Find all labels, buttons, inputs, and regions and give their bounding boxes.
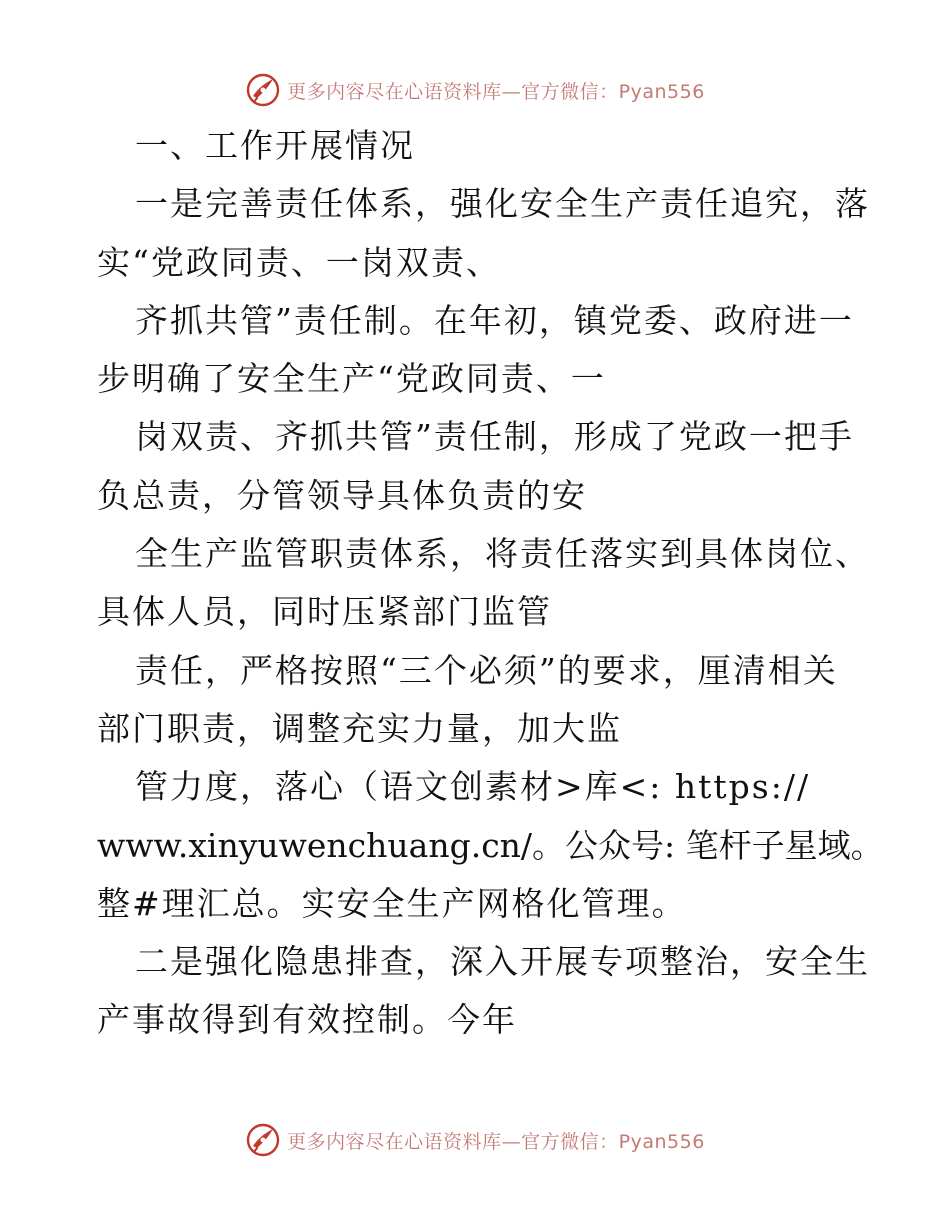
paragraph-line: 实“党政同责、一岗双责、: [97, 242, 501, 282]
paragraph-line: 齐抓共管”责任制。在年初，镇党委、政府进一: [135, 300, 854, 340]
document-body: [97, 117, 884, 1050]
wechat-id: Pyan556: [618, 1130, 705, 1153]
header-banner-text: 更多内容尽在心语资料库—官方微信：Pyan556: [287, 80, 705, 103]
wechat-id: Pyan556: [618, 80, 705, 103]
footer-banner: [0, 1120, 950, 1160]
paragraph-line: 整#理汇总。实安全生产网格化管理。: [97, 883, 687, 923]
paragraph-line: www.xinyuwenchuang.cn/。公众号: 笔杆子星域。: [97, 825, 884, 865]
paragraph-line: 产事故得到有效控制。今年: [97, 1000, 517, 1040]
footer-banner-text: 更多内容尽在心语资料库—官方微信：Pyan556: [287, 1130, 705, 1153]
section-heading: 一、工作开展情况: [135, 126, 415, 165]
pen-nib-logo-icon: [245, 72, 281, 108]
paragraph-line: 步明确了安全生产“党政同责、一: [97, 359, 606, 399]
header-banner-inner: [245, 72, 705, 108]
paragraph-line: 全生产监管职责体系，将责任落实到具体岗位、: [135, 534, 870, 574]
paragraph-line: 管力度，落心（语文创素材>库<: https://: [135, 767, 811, 807]
pen-nib-logo-icon: [245, 1122, 281, 1158]
paragraph-line: 负总责，分管领导具体负责的安: [97, 475, 587, 515]
paragraph-line: 部门职责，调整充实力量，加大监: [97, 708, 622, 748]
paragraph-line: 具体人员，同时压紧部门监管: [97, 592, 552, 632]
footer-banner-inner: [245, 1122, 705, 1158]
paragraph-line: 一是完善责任体系，强化安全生产责任追究，落: [135, 184, 870, 224]
paragraph-line: 二是强化隐患排查，深入开展专项整治，安全生: [135, 942, 870, 982]
paragraph-line: 岗双责、齐抓共管”责任制，形成了党政一把手: [135, 417, 854, 457]
header-banner: [0, 70, 950, 110]
paragraph-line: 责任，严格按照“三个必须”的要求，厘清相关: [135, 650, 838, 690]
